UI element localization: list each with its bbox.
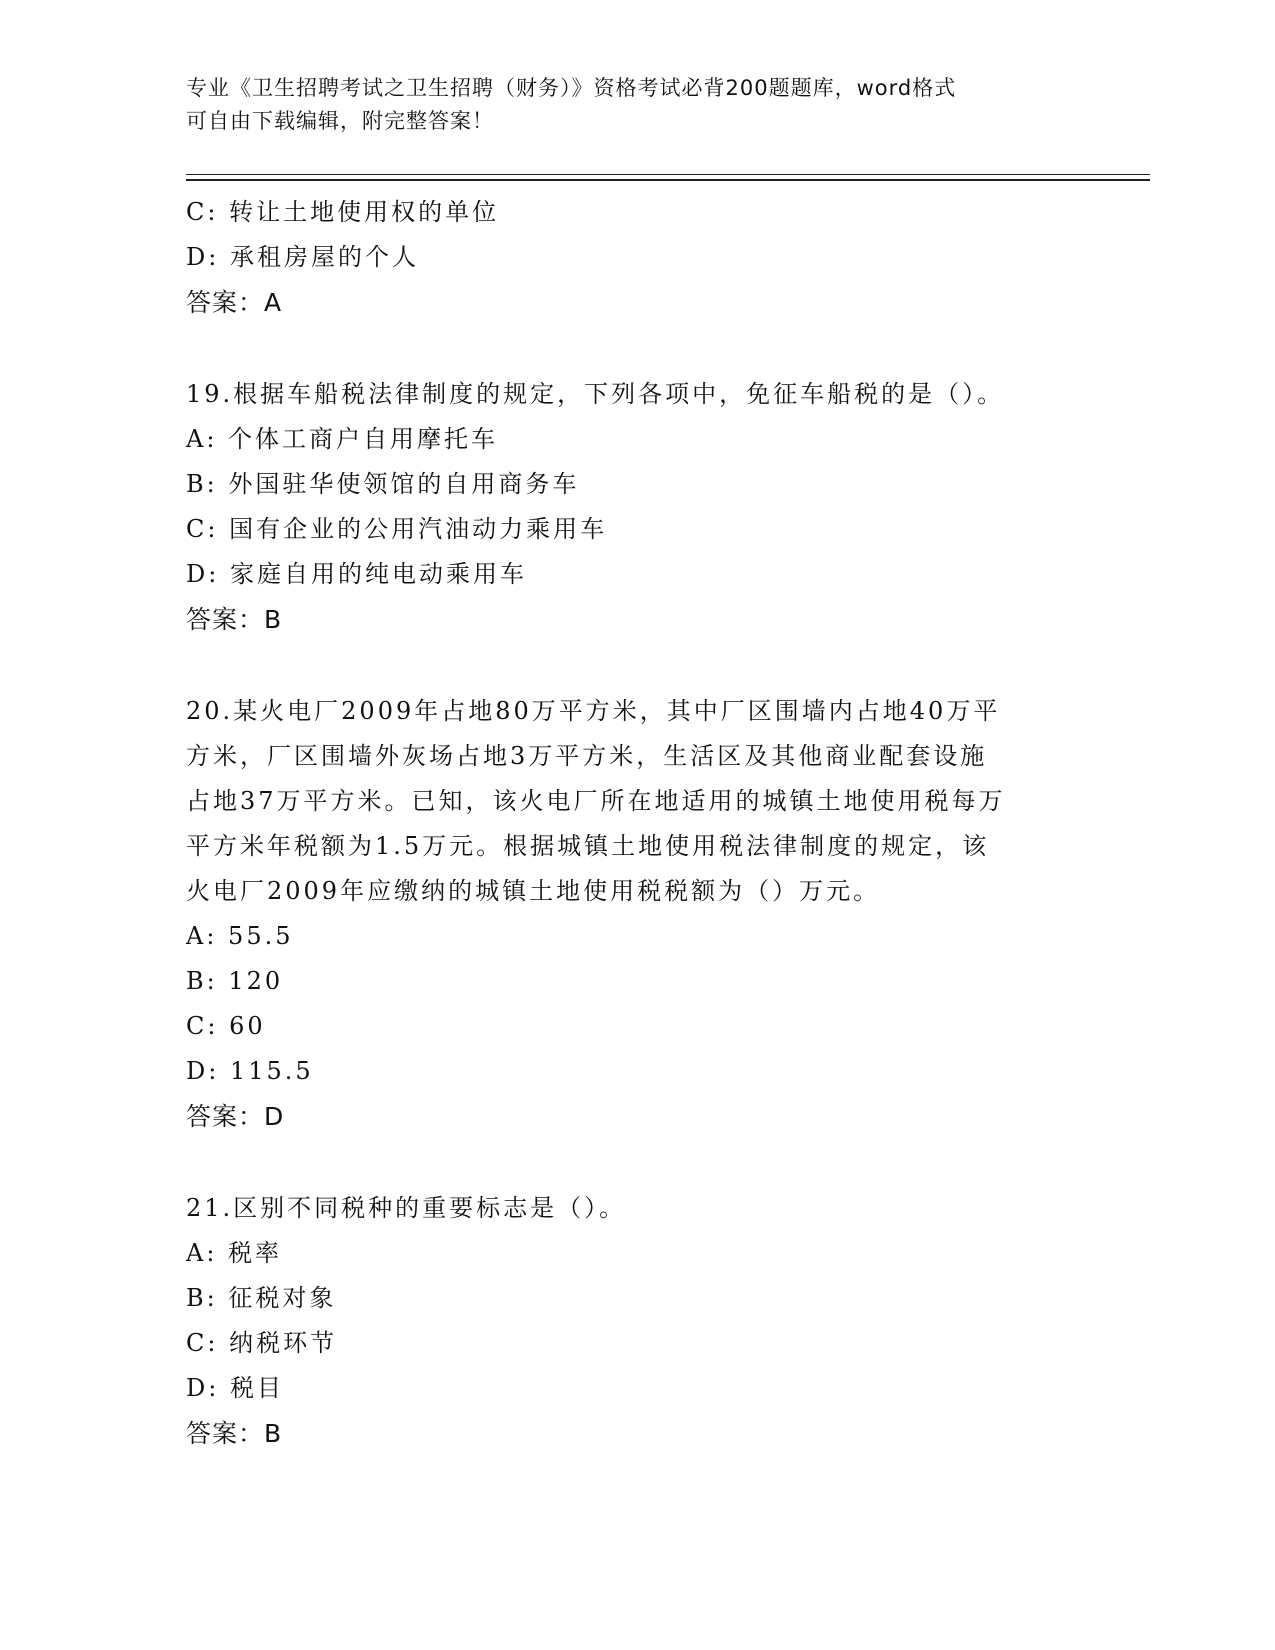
option-c: C: 60 (186, 1012, 266, 1040)
answer: 答案：D (186, 1102, 285, 1131)
document-body (186, 190, 1086, 1456)
option-c: C: 纳税环节 (186, 1329, 338, 1357)
answer: 答案：A (186, 288, 283, 317)
option-a: A: 个体工商户自用摩托车 (186, 425, 499, 453)
option-a: A: 税率 (186, 1239, 283, 1267)
option-c: C: 国有企业的公用汽油动力乘用车 (186, 515, 608, 543)
question-19 (186, 372, 1086, 642)
answer: 答案：B (186, 1419, 283, 1448)
header-line-1: 专业《卫生招聘考试之卫生招聘（财务）》资格考试必背200题题库，word格式 (186, 76, 957, 100)
header-rule-thick (186, 179, 1150, 181)
question-stem-line: 20.某火电厂2009年占地80万平方米，其中厂区围墙内占地40万平 (186, 697, 1001, 725)
option-c: C: 转让土地使用权的单位 (186, 198, 500, 226)
question-stem: 21.区别不同税种的重要标志是（）。 (186, 1194, 627, 1222)
option-b: B: 外国驻华使领馆的自用商务车 (186, 470, 580, 498)
question-stem-line: 方米，厂区围墙外灰场占地3万平方米，生活区及其他商业配套设施 (186, 742, 988, 770)
option-b: B: 120 (186, 967, 284, 995)
question-stem-line: 占地37万平方米。已知，该火电厂所在地适用的城镇土地使用税每万 (186, 787, 1006, 815)
option-b: B: 征税对象 (186, 1284, 337, 1312)
question-stem: 19.根据车船税法律制度的规定，下列各项中，免征车船税的是（）。 (186, 380, 1005, 408)
option-d: D: 承租房屋的个人 (186, 243, 419, 271)
option-d: D: 家庭自用的纯电动乘用车 (186, 560, 527, 588)
question-20 (186, 689, 1086, 1139)
option-d: D: 税目 (186, 1374, 284, 1402)
document-header (186, 72, 1066, 138)
option-d: D: 115.5 (186, 1057, 314, 1085)
header-line-2: 可自由下载编辑，附完整答案！ (186, 109, 494, 133)
question-stem-line: 平方米年税额为1.5万元。根据城镇土地使用税法律制度的规定，该 (186, 832, 990, 860)
option-a: A: 55.5 (186, 922, 294, 950)
answer: 答案：B (186, 605, 283, 634)
question-stem-line: 火电厂2009年应缴纳的城镇土地使用税税额为（）万元。 (186, 877, 881, 905)
question-21 (186, 1186, 1086, 1456)
header-rule-thin (186, 174, 1150, 175)
